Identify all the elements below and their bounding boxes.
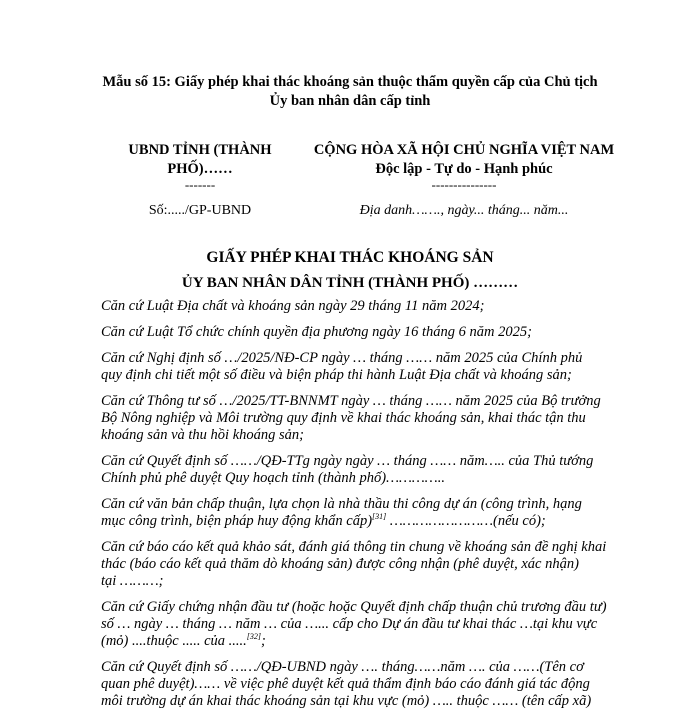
clause-line: Căn cứ Nghị định số …/2025/NĐ-CP ngày … tháng …… năm 2025 của Chính phủ xyxy=(101,350,583,366)
place-date: Địa danh……., ngày... tháng... năm... xyxy=(359,203,569,218)
clause-line: Căn cứ báo cáo kết quả khảo sát, đánh giá thông tin chung về khoáng sản đề nghị khai xyxy=(101,539,607,555)
clause-line: Căn cứ Luật Địa chất và khoáng sản ngày 29 tháng 11 năm 2024; xyxy=(101,298,485,314)
clause-line: tại ………; xyxy=(101,573,164,589)
clause-line: Căn cứ Luật Tổ chức chính quyền địa phương ngày 16 tháng 6 năm 2025; xyxy=(101,324,532,340)
clause-8 xyxy=(101,599,646,650)
clause-line: Căn cứ văn bản chấp thuận, lựa chọn là nhà thầu thi công dự án (công trình, hạng xyxy=(101,496,582,512)
issuer-block xyxy=(100,141,300,190)
national-header xyxy=(298,141,630,190)
clause-line xyxy=(101,513,646,530)
clause-line: Căn cứ Quyết định số ……/QĐ-UBND ngày …. tháng……năm …. của ……(Tên cơ xyxy=(101,659,584,675)
footnote-ref-31[interactable]: [31] xyxy=(372,512,387,522)
form-title xyxy=(60,73,640,111)
clause-text: ……………………(nếu có); xyxy=(386,513,546,529)
nation-motto: Độc lập - Tự do - Hạnh phúc xyxy=(375,161,553,177)
clause-text: ; xyxy=(261,633,266,649)
clause-line: Căn cứ Quyết định số ……/QĐ-TTg ngày ngày … tháng …… năm….. của Thủ tướng xyxy=(101,453,594,469)
issuing-authority: ỦY BAN NHÂN DÂN TỈNH (THÀNH PHỐ) ……… xyxy=(181,275,519,291)
clause-text: mục công trình, biện pháp huy động khẩn cấp) xyxy=(101,513,373,529)
clause-4 xyxy=(101,393,646,444)
document-number: Số:...../GP-UBND xyxy=(148,203,252,218)
clause-line: Căn cứ Thông tư số …/2025/TT-BNNMT ngày … tháng …… năm 2025 của Bộ trưởng xyxy=(101,393,601,409)
clause-line xyxy=(101,633,646,650)
issuer-line-1: UBND TỈNH (THÀNH xyxy=(128,142,272,158)
clause-line: khoáng sản và thu hồi khoáng sản; xyxy=(101,427,304,443)
nation-name: CỘNG HÒA XÃ HỘI CHỦ NGHĨA VIỆT NAM xyxy=(313,142,615,158)
clause-line: môi trường dự án khai thác khoáng sản tại khu vực (mỏ) ….. thuộc …… (tên cấp xã) xyxy=(101,693,592,709)
clause-7 xyxy=(101,539,646,590)
clause-text: (mỏ) ....thuộc ..... của ..... xyxy=(101,633,247,649)
clause-2 xyxy=(101,324,646,341)
clause-line: Chính phủ phê duyệt Quy hoạch tỉnh (thành phố)………….. xyxy=(101,470,445,486)
document-title: GIẤY PHÉP KHAI THÁC KHOÁNG SẢN xyxy=(206,249,494,266)
legal-basis-list xyxy=(101,298,646,719)
clause-line: quan phê duyệt)…… về việc phê duyệt kết quả thẩm định báo cáo đánh giá tác động xyxy=(101,676,590,692)
nation-rule: --------------- xyxy=(431,177,497,192)
clause-3 xyxy=(101,350,646,384)
clause-6 xyxy=(101,496,646,530)
issuer-line-2: PHỐ)…… xyxy=(167,161,233,177)
clause-1 xyxy=(101,298,646,315)
footnote-ref-32[interactable]: [32] xyxy=(246,632,262,642)
clause-line: thác (báo cáo kết quả thăm dò khoáng sản) được công nhận (phê duyệt, xác nhận) xyxy=(101,556,579,572)
form-title-line-1: Mẫu số 15: Giấy phép khai thác khoáng sản thuộc thẩm quyền cấp của Chủ tịch xyxy=(102,74,598,90)
clause-9 xyxy=(101,659,646,710)
clause-5 xyxy=(101,453,646,487)
clause-line: Căn cứ Giấy chứng nhận đầu tư (hoặc hoặc Quyết định chấp thuận chủ trương đầu tư) xyxy=(101,599,607,615)
clause-line: số … ngày … tháng … năm … của …... cấp cho Dự án đầu tư khai thác …tại khu vực xyxy=(101,616,598,632)
issuer-rule: ------- xyxy=(184,177,216,192)
form-title-line-2: Ủy ban nhân dân cấp tỉnh xyxy=(269,93,431,109)
clause-line: quy định chi tiết một số điều và biện pháp thi hành Luật Địa chất và khoáng sản; xyxy=(101,367,572,383)
clause-line: Bộ Nông nghiệp và Môi trường quy định về khai thác khoáng sản, khai thác tận thu xyxy=(101,410,586,426)
